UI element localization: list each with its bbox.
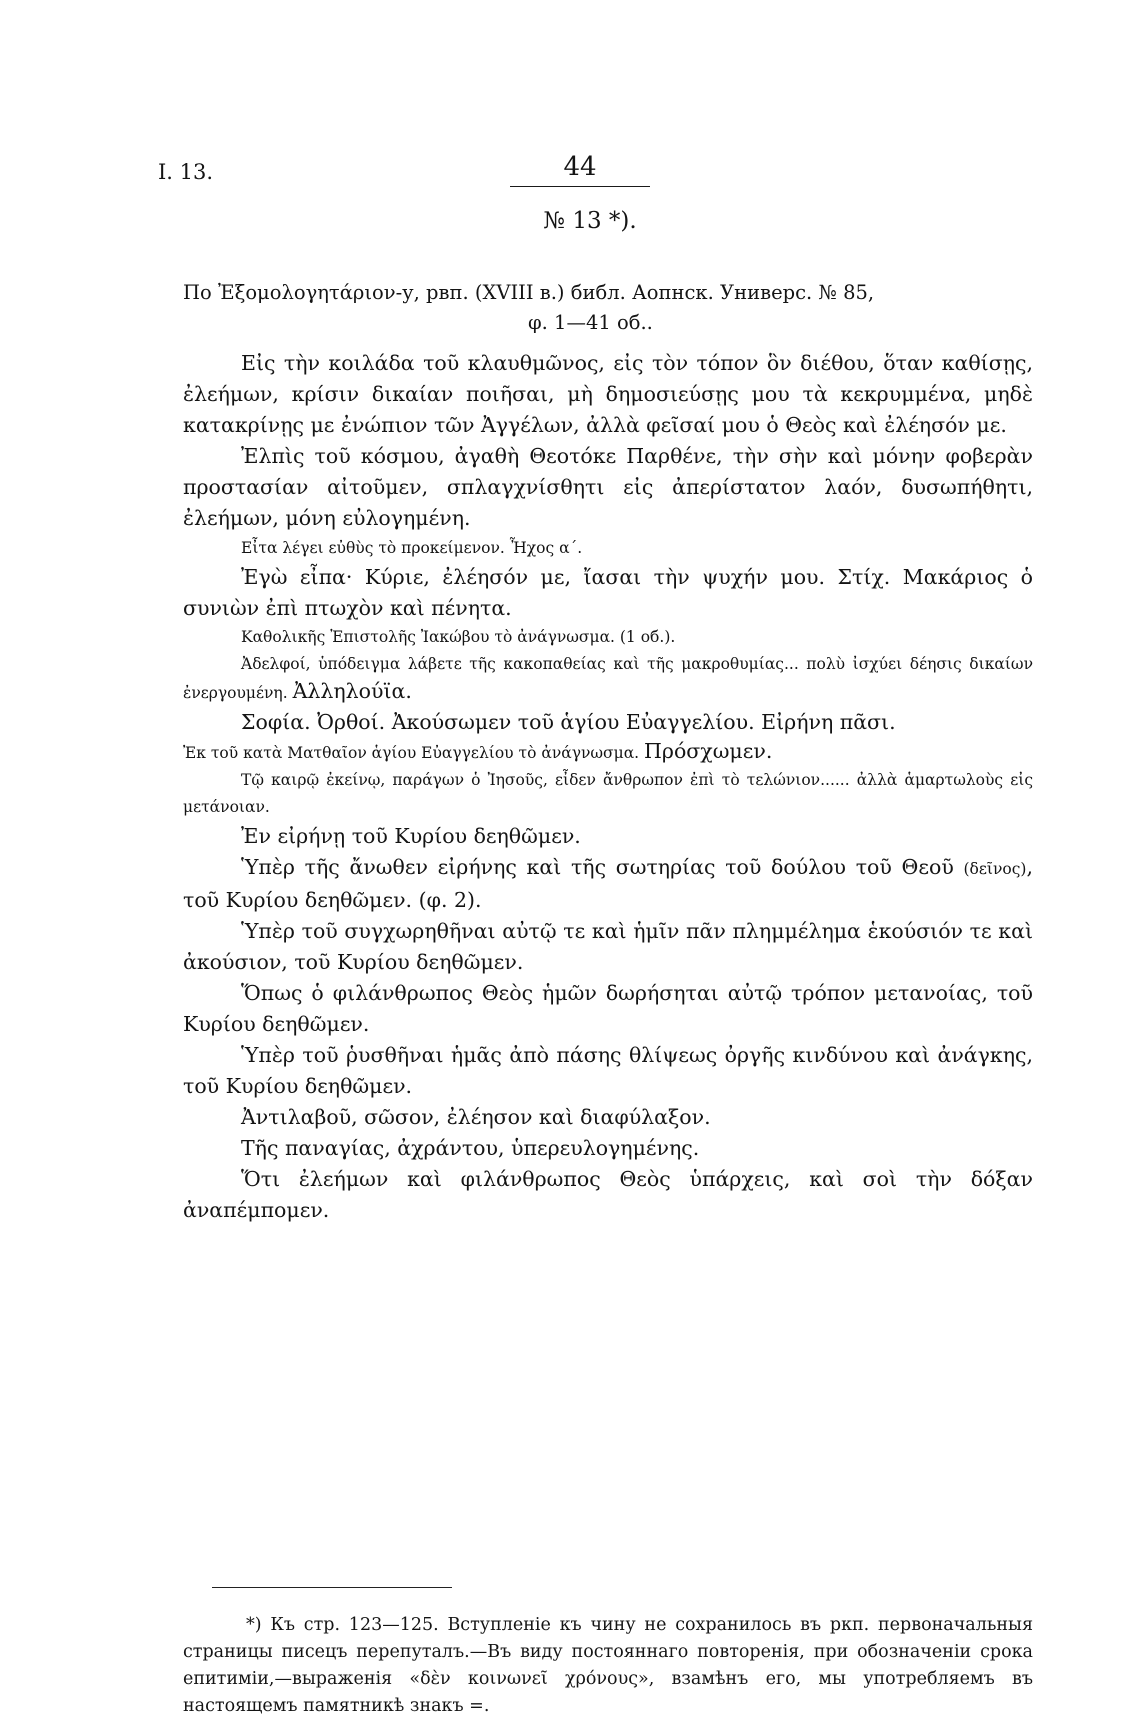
litany-7: Τῆς παναγίας, ἀχράντου, ὑπερευλογημένης. <box>241 1136 700 1160</box>
litany-6: Ἀντιλαβοῦ, σῶσον, ἐλέησον καὶ διαφύλαξον. <box>241 1105 711 1129</box>
paragraph-prokeimenon: Ἐγὼ εἶπα· Κύριε, ἐλέησόν με, ἴασαι τὴν ψυχήν μου. Στίχ. Μακάριος ὁ συνιὼν ἐπὶ πτωχὸν καὶ πένητα. <box>183 565 1033 620</box>
epistle-text: Ἀδελφοί, ὑπόδειγμα λάβετε τῆς κακοπαθείας καὶ τῆς μακροθυμίας... πολὺ ἰσχύει δέησις δικαίων ἐνεργουμένη. <box>183 655 1033 702</box>
footnote-text: *) Къ стр. 123—125. Вступленіе къ чину не сохранилось въ ркп. первоначальныя страницы писецъ перепуталъ.—Въ виду постояннаго повторенія, при обозначеніи срока епитиміи,—выраженія «δὲν κοινωνεῖ χρόνους», взамѣнъ его, мы употребляемъ въ настоящемъ памятникѣ знакъ =. <box>183 1615 1033 1716</box>
litany-2-tail: , τοῦ Κυρίου δεηθῶμεν. (φ. 2). <box>183 855 1033 912</box>
paragraph-psalm: Εἰς τὴν κοιλάδα τοῦ κλαυθμῶνος, εἰς τὸν τόπον ὃν διέθου, ὅταν καθίσῃς, ἐλεήμων, κρίσιν δικαίαν ποιῆσαι, μὴ δημοσιεύσῃς μου τὰ κεκρυμμένα, μηδὲ κατακρίνῃς με ἐνώπιον τῶν Ἀγγέλων, ἀλλὰ φεῖσαί μου ὁ Θεὸς καὶ ἐλέησόν με. <box>183 351 1033 437</box>
rubric-prokeimenon: Εἶτα λέγει εὐθὺς τὸ προκείμενον. Ἦχος α΄. <box>241 539 583 557</box>
footnote <box>183 1612 1033 1720</box>
section-mark: I. 13. <box>158 160 214 184</box>
running-head <box>158 152 676 202</box>
footnote-rule <box>212 1587 452 1588</box>
alleluia: Ἀλληλούϊα. <box>292 679 412 703</box>
gospel-rubric-text: Ἐκ τοῦ κατὰ Ματθαῖον ἁγίου Εὐαγγελίου τὸ ἀνάγνωσμα. <box>183 744 640 762</box>
source-line-2: φ. 1—41 об.. <box>528 311 653 334</box>
proschomen: Πρόσχωμεν. <box>644 739 773 763</box>
paragraph-gospel: Τῷ καιρῷ ἐκείνῳ, παράγων ὁ Ἰησοῦς, εἶδεν ἄνθρωπον ἐπὶ τὸ τελώνιον...... ἀλλὰ ἁμαρτωλοὺς εἰς μετάνοιαν. <box>183 771 1033 816</box>
rubric-epistle: Καθολικῆς Ἐπιστολῆς Ἰακώβου τὸ ἀνάγνωσμα. (1 об.). <box>241 628 676 646</box>
litany-2 <box>183 852 1033 916</box>
litany-3: Ὑπὲρ τοῦ συγχωρηθῆναι αὐτῷ τε καὶ ἡμῖν πᾶν πλημμέλημα ἑκούσιόν τε καὶ ἀκούσιον, τοῦ Κυρίου δεηθῶμεν. <box>183 919 1033 974</box>
litany-1: Ἐν εἰρήνῃ τοῦ Κυρίου δεηθῶμεν. <box>241 824 581 848</box>
document-number: № 13 *). <box>543 208 637 234</box>
source-reference <box>183 278 1033 338</box>
litany-5: Ὑπὲρ τοῦ ῥυσθῆναι ἡμᾶς ἀπὸ πάσης θλίψεως ὀργῆς κινδύνου καὶ ἀνάγκης, τοῦ Κυρίου δεηθῶμεν. <box>183 1043 1033 1098</box>
rubric-gospel <box>183 738 1033 767</box>
body-text <box>183 348 1033 1226</box>
paragraph-theotokion: Ἐλπὶς τοῦ κόσμου, ἀγαθὴ Θεοτόκε Παρθένε, τὴν σὴν καὶ μόνην φοβερὰν προστασίαν αἰτοῦμεν, σπλαγχνίσθητι εἰς ἀπερίστατον λαόν, δυσωπήθητι, ἐλεήμων, μόνη εὐλογημένη. <box>183 444 1033 530</box>
litany-4: Ὅπως ὁ φιλάνθρωπος Θεὸς ἡμῶν δωρήσηται αὐτῷ τρόπον μετανοίας, τοῦ Κυρίου δεηθῶμεν. <box>183 981 1033 1036</box>
paragraph-epistle <box>183 651 1033 707</box>
doxology: Ὅτι ἐλεήμων καὶ φιλάνθρωπος Θεὸς ὑπάρχεις, καὶ σοὶ τὴν δόξαν ἀναπέμπομεν. <box>183 1167 1033 1222</box>
source-line-1: По Ἐξομολογητάριον-у, рвп. (XVIII в.) библ. Аопнск. Универс. № 85, <box>183 281 875 304</box>
litany-2-deinos: (δεῖνος) <box>963 860 1027 878</box>
paragraph-sophia: Σοφία. Ὀρθοί. Ἀκούσωμεν τοῦ ἁγίου Εὐαγγελίου. Εἰρήνη πᾶσι. <box>241 710 896 734</box>
litany-2-text: Ὑπὲρ τῆς ἄνωθεν εἰρήνης καὶ τῆς σωτηρίας τοῦ δούλου τοῦ Θεοῦ <box>241 855 954 879</box>
page-number: 44 <box>510 152 650 187</box>
